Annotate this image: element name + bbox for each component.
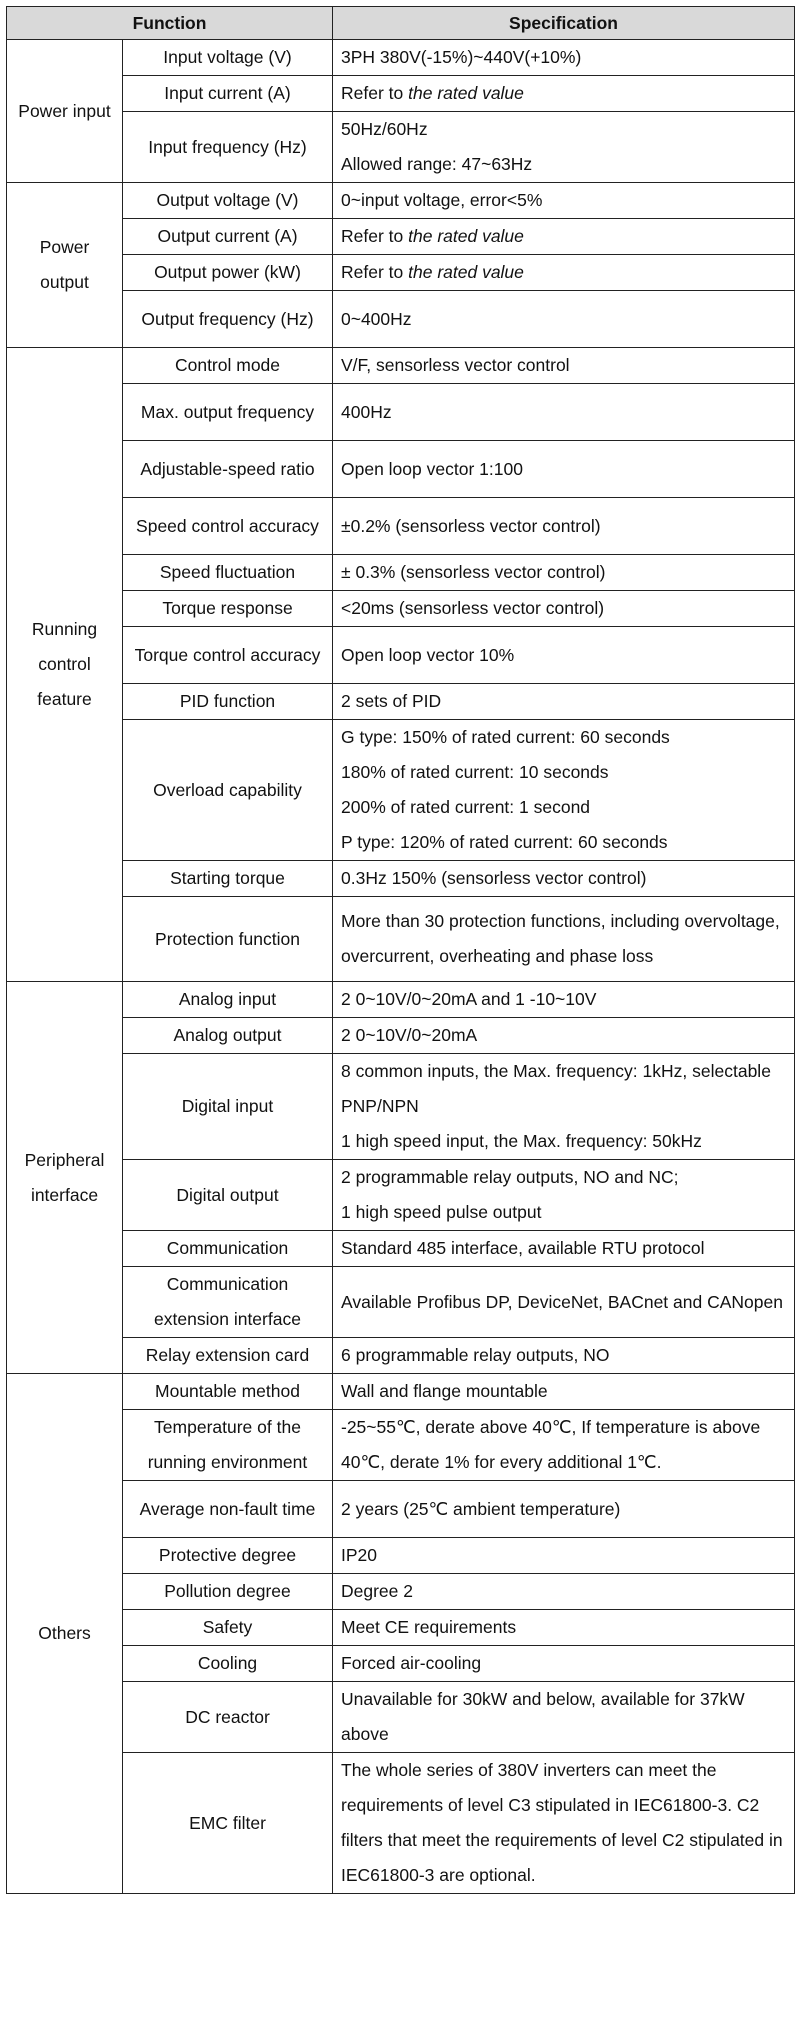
spec-emphasis: the rated value [408,83,524,103]
feature-cell: Analog input [123,982,333,1018]
category-cell: Running control feature [7,348,123,982]
spec-line: 200% of rated current: 1 second [341,797,591,817]
spec-cell [333,183,795,219]
category-cell: Peripheral interface [7,982,123,1374]
feature-cell: Control mode [123,348,333,384]
spec-text: 2 years (25℃ ambient temperature) [341,1498,621,1519]
table-row [7,627,795,684]
table-row [7,1646,795,1682]
table-row [7,183,795,219]
table-row [7,1231,795,1267]
spec-text: ± 0.3% (sensorless vector control) [341,562,606,582]
spec-cell [333,1338,795,1374]
spec-text: Standard 485 interface, available RTU protocol [341,1238,705,1258]
spec-line: G type: 150% of rated current: 60 seconds [341,727,670,747]
spec-cell [333,1753,795,1894]
feature-cell: Digital input [123,1054,333,1160]
spec-emphasis: the rated value [408,262,524,282]
spec-cell [333,1374,795,1410]
table-row [7,1018,795,1054]
feature-cell: PID function [123,684,333,720]
feature-cell: Communication [123,1231,333,1267]
feature-cell: Cooling [123,1646,333,1682]
feature-cell: Starting torque [123,861,333,897]
table-row [7,1574,795,1610]
feature-cell: Analog output [123,1018,333,1054]
spec-cell [333,1160,795,1231]
spec-cell [333,384,795,441]
spec-text: -25~55℃, derate above 40℃, If temperature is above 40℃, derate 1% for every additional 1℃. [341,1417,766,1472]
spec-emphasis: the rated value [408,226,524,246]
spec-cell [333,591,795,627]
feature-cell: Torque response [123,591,333,627]
spec-line: 50Hz/60Hz [341,119,428,139]
spec-text: The whole series of 380V inverters can meet the requirements of level C3 stipulated in IEC61800-3. C2 filters that meet the requirements of level C2 stipulated in IEC61800-3 are optional. [341,1760,788,1885]
spec-cell [333,1267,795,1338]
spec-line: 2 programmable relay outputs, NO and NC; [341,1167,679,1187]
spec-line: 1 high speed pulse output [341,1202,542,1222]
feature-cell: Input voltage (V) [123,40,333,76]
spec-cell [333,291,795,348]
category-cell: Others [7,1374,123,1894]
feature-cell: Adjustable-speed ratio [123,441,333,498]
spec-cell [333,1231,795,1267]
feature-cell: Input current (A) [123,76,333,112]
spec-cell [333,1646,795,1682]
spec-text: 0.3Hz 150% (sensorless vector control) [341,868,647,888]
feature-cell: Protection function [123,897,333,982]
table-row [7,76,795,112]
table-row [7,1160,795,1231]
spec-cell [333,1481,795,1538]
spec-text: 2 sets of PID [341,691,442,711]
spec-cell [333,1410,795,1481]
spec-cell [333,498,795,555]
feature-cell: Digital output [123,1160,333,1231]
spec-cell [333,627,795,684]
spec-cell [333,982,795,1018]
feature-cell: Safety [123,1610,333,1646]
spec-text: Refer to [341,83,409,103]
spec-cell [333,684,795,720]
spec-cell [333,1574,795,1610]
table-row [7,1054,795,1160]
table-body [7,40,795,1894]
feature-cell: Relay extension card [123,1338,333,1374]
spec-cell [333,897,795,982]
spec-cell [333,40,795,76]
table-row [7,861,795,897]
spec-line: 8 common inputs, the Max. frequency: 1kHz, selectable PNP/NPN [341,1061,771,1116]
spec-text: Refer to [341,262,409,282]
table-row [7,291,795,348]
table-row [7,348,795,384]
feature-cell: Speed control accuracy [123,498,333,555]
table-row [7,441,795,498]
feature-cell: Overload capability [123,720,333,861]
feature-cell: DC reactor [123,1682,333,1753]
table-row [7,255,795,291]
table-row [7,498,795,555]
spec-cell [333,861,795,897]
spec-text: Open loop vector 1:100 [341,458,523,479]
spec-text: ±0.2% (sensorless vector control) [341,515,601,536]
spec-cell [333,720,795,861]
specification-table [6,6,795,1894]
spec-cell [333,76,795,112]
spec-line: P type: 120% of rated current: 60 seconds [341,832,668,852]
spec-text: Unavailable for 30kW and below, available for 37kW above [341,1689,750,1744]
table-row [7,1267,795,1338]
feature-cell: Speed fluctuation [123,555,333,591]
spec-cell [333,1610,795,1646]
spec-text: 400Hz [341,401,392,422]
table-row [7,684,795,720]
feature-cell: Output current (A) [123,219,333,255]
spec-text: Refer to [341,226,409,246]
spec-text: 3PH 380V(-15%)~440V(+10%) [341,47,582,67]
feature-cell: Pollution degree [123,1574,333,1610]
feature-cell: Average non-fault time [123,1481,333,1538]
spec-text: Open loop vector 10% [341,644,515,665]
spec-cell [333,1054,795,1160]
category-cell: Power output [7,183,123,348]
function-header: Function [7,7,333,40]
spec-line: Allowed range: 47~63Hz [341,154,533,174]
feature-cell: Mountable method [123,1374,333,1410]
table-row [7,555,795,591]
spec-line: 1 high speed input, the Max. frequency: 50kHz [341,1131,702,1151]
spec-cell [333,1018,795,1054]
table-row [7,1410,795,1481]
table-row [7,591,795,627]
specification-header: Specification [333,7,795,40]
spec-text: 2 0~10V/0~20mA and 1 -10~10V [341,989,597,1009]
spec-cell [333,1538,795,1574]
feature-cell: Input frequency (Hz) [123,112,333,183]
table-row [7,897,795,982]
spec-text: 0~400Hz [341,308,412,329]
table-row [7,1481,795,1538]
spec-cell [333,441,795,498]
spec-text: More than 30 protection functions, including overvoltage, overcurrent, overheating and phase loss [341,911,785,966]
spec-text: Wall and flange mountable [341,1381,548,1401]
feature-cell: Temperature of the running environment [123,1410,333,1481]
feature-cell: Output frequency (Hz) [123,291,333,348]
table-header-row [7,7,795,40]
spec-cell [333,255,795,291]
table-row [7,982,795,1018]
table-row [7,1338,795,1374]
table-row [7,1538,795,1574]
spec-text: IP20 [341,1545,377,1565]
spec-text: V/F, sensorless vector control [341,355,570,375]
feature-cell: Output voltage (V) [123,183,333,219]
feature-cell: Torque control accuracy [123,627,333,684]
table-row [7,720,795,861]
spec-text: Available Profibus DP, DeviceNet, BACnet and CANopen [341,1291,783,1312]
spec-cell [333,555,795,591]
spec-text: <20ms (sensorless vector control) [341,598,605,618]
table-row [7,40,795,76]
feature-cell: Communication extension interface [123,1267,333,1338]
table-row [7,1682,795,1753]
category-cell: Power input [7,40,123,183]
spec-text: 2 0~10V/0~20mA [341,1025,478,1045]
feature-cell: Protective degree [123,1538,333,1574]
feature-cell: Output power (kW) [123,255,333,291]
table-row [7,1374,795,1410]
table-row [7,1610,795,1646]
spec-text: Forced air-cooling [341,1653,482,1673]
spec-cell [333,348,795,384]
table-row [7,219,795,255]
table-row [7,384,795,441]
spec-cell [333,112,795,183]
spec-line: 180% of rated current: 10 seconds [341,762,609,782]
spec-text: 0~input voltage, error<5% [341,190,543,210]
spec-text: Meet CE requirements [341,1617,517,1637]
table-row [7,1753,795,1894]
spec-text: Degree 2 [341,1581,413,1601]
feature-cell: EMC filter [123,1753,333,1894]
spec-cell [333,219,795,255]
table-row [7,112,795,183]
spec-cell [333,1682,795,1753]
spec-text: 6 programmable relay outputs, NO [341,1345,610,1365]
feature-cell: Max. output frequency [123,384,333,441]
